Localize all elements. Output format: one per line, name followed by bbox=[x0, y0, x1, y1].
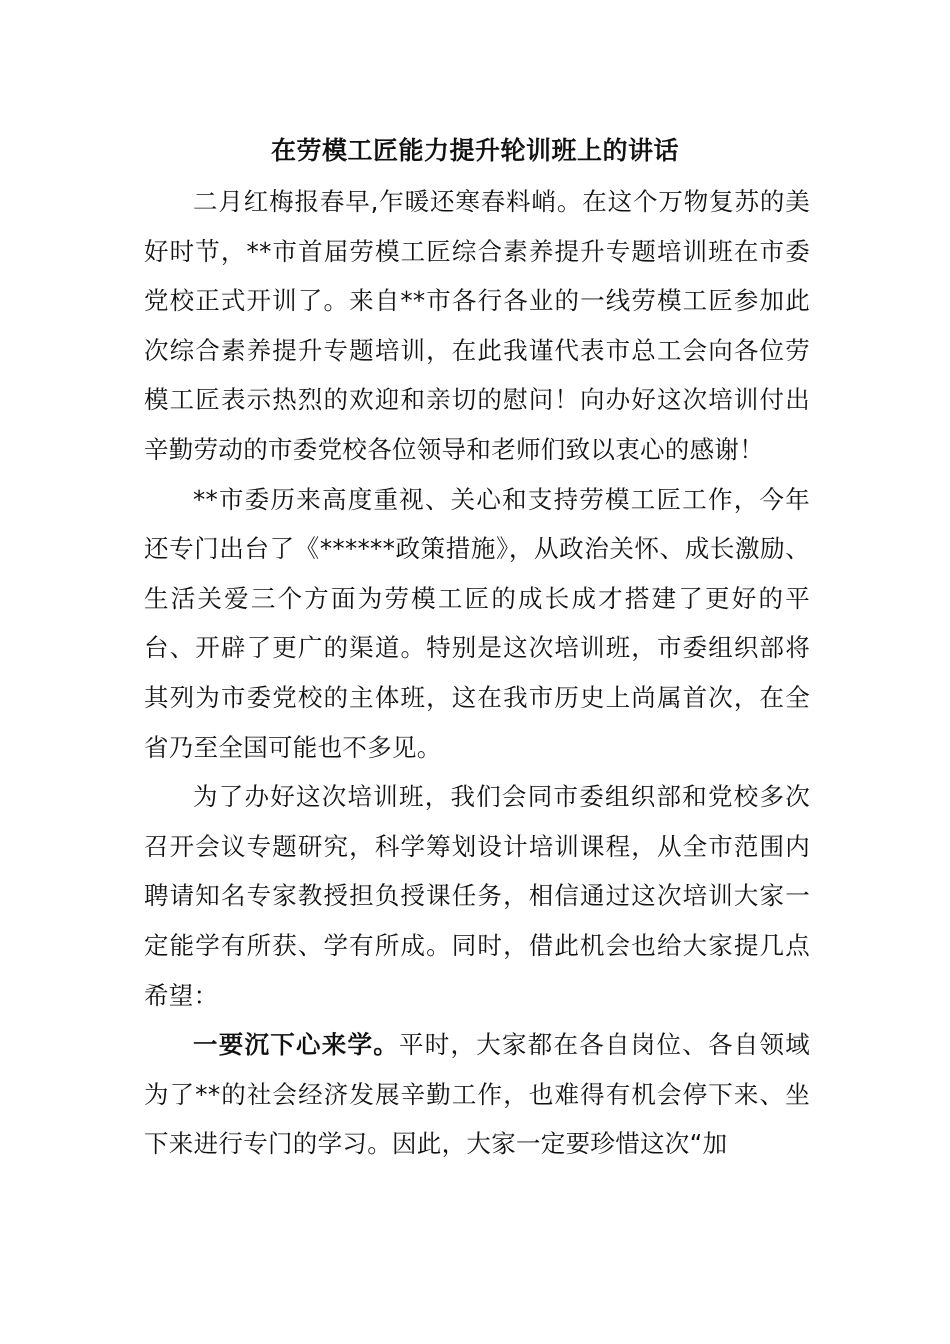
paragraph-2: **市委历来高度重视、关心和支持劳模工匠工作，今年还专门出台了《******政策措施》，从政治关怀、成长激励、生活关爱三个方面为劳模工匠的成长成才搭建了更好的平台、开辟了更广的渠道。特别是这次培训班，市委组织部将其列为市委党校的主体班，这在我市历史上尚属首次，在全省乃至全国可能也不多见。 bbox=[144, 484, 810, 762]
paragraph-4-lead: 一要沉下心来学。 bbox=[193, 1030, 399, 1060]
paragraph-3: 为了办好这次培训班，我们会同市委组织部和党校多次召开会议专题研究，科学筹划设计培训课程，从全市范围内聘请知名专家教授担负授课任务，相信通过这次培训大家一定能学有所获、学有所成。同时，借此机会也给大家提几点希望： bbox=[144, 782, 810, 1010]
document-title: 在劳模工匠能力提升轮训班上的讲话 bbox=[270, 136, 679, 165]
document-body bbox=[144, 177, 810, 1169]
paragraph-1: 二月红梅报春早,乍暖还寒春料峭。在这个万物复苏的美好时节，**市首届劳模工匠综合素养提升专题培训班在市委党校正式开训了。来自**市各行各业的一线劳模工匠参加此次综合素养提升专题培训，在此我谨代表市总工会向各位劳模工匠表示热烈的欢迎和亲切的慰问！向办好这次培训付出辛勤劳动的市委党校各位领导和老师们致以衷心的感谢！ bbox=[144, 187, 810, 464]
paragraph-4-text: 平时，大家都在各自岗位、各自领域为了**的社会经济发展辛勤工作，也难得有机会停下来、坐下来进行专门的学习。因此，大家一定要珍惜这次“加 bbox=[144, 1030, 810, 1159]
paragraph-4 bbox=[144, 1020, 810, 1169]
